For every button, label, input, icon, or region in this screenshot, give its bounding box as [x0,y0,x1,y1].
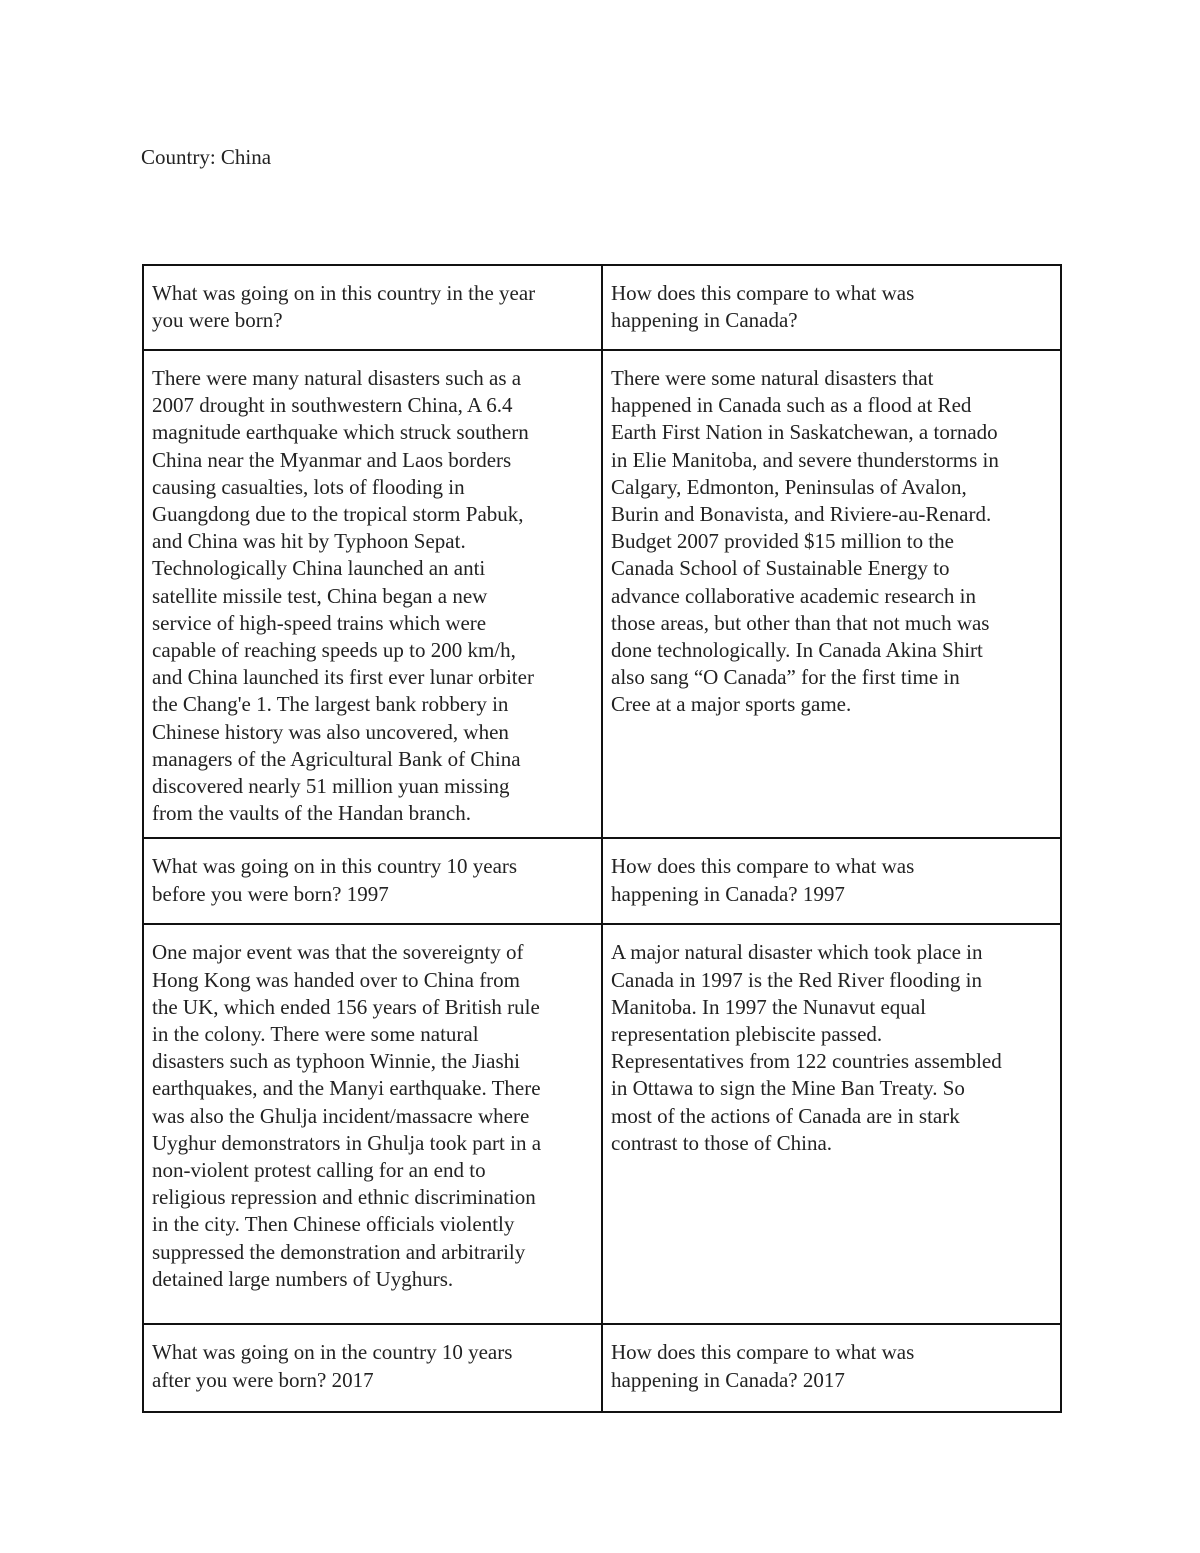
table-row [143,265,1061,350]
question-cell-10-years-before-canada [602,838,1061,924]
answer-text: A major natural disaster which took place in Canada in 1997 is the Red River flooding in Manitoba. In 1997 the Nunavut equal representation plebiscite passed. Representatives from 122 countries assembled in Ottawa to sign the Mine Ban Treaty. So most of the actions of Canada are in stark contrast to those of China. [611,940,1002,1155]
question-cell-10-years-after-canada [602,1324,1061,1412]
country-heading: Country: China [141,145,272,169]
table-row [143,350,1061,838]
answer-text: There were some natural disasters that happened in Canada such as a flood at Red Earth First Nation in Saskatchewan, a tornado in Elie Manitoba, and severe thunderstorms in Calgary, Edmonton, Peninsulas of Avalon, Burin and Bonavista, and Riviere-au-Renard. Budget 2007 provided $15 million to the Canada School of Sustainable Energy to advance collaborative academic research in those areas, but other than that not much was done technologically. In Canada Akina Shirt also sang “O Canada” for the first time in Cree at a major sports game. [611,366,999,717]
table-row [143,838,1061,924]
question-cell-born-year-china [143,265,602,350]
question-text: What was going on in the country 10 years after you were born? 2017 [152,1340,513,1392]
table-row [143,1324,1061,1412]
answer-text: One major event was that the sovereignty of Hong Kong was handed over to China from the UK, which ended 156 years of British rule in the colony. There were some natural disasters such as typhoon Winnie, the Jiashi earthquakes, and the Manyi earthquake. There was also the Ghulja incident/massacre where Uyghur demonstrators in Ghulja took part in a non-violent protest calling for an end to religious repression and ethnic discrimination in the city. Then Chinese officials violently suppressed the demonstration and arbitrarily detained large numbers of Uyghurs. [152,940,542,1291]
question-text: What was going on in this country in the year you were born? [152,281,536,333]
question-text: How does this compare to what was happening in Canada? 2017 [611,1340,915,1392]
answer-cell-born-year-china [143,350,602,838]
table-row [143,924,1061,1324]
question-text: What was going on in this country 10 years before you were born? 1997 [152,854,518,906]
comparison-table [142,264,1062,1413]
question-cell-born-year-canada [602,265,1061,350]
question-cell-10-years-before-china [143,838,602,924]
answer-text: There were many natural disasters such as a 2007 drought in southwestern China, A 6.4 magnitude earthquake which struck southern China near the Myanmar and Laos borders causing casualties, lots of flooding in Guangdong due to the tropical storm Pabuk, and China was hit by Typhoon Sepat. Technologically China launched an anti satellite missile test, China began a new service of high-speed trains which were capable of reaching speeds up to 200 km/h, and China launched its first ever lunar orbiter the Chang'e 1. The largest bank robbery in Chinese history was also uncovered, when managers of the Agricultural Bank of China discovered nearly 51 million yuan missing from the vaults of the Handan branch. [152,366,534,826]
answer-cell-10-years-before-canada [602,924,1061,1324]
answer-cell-born-year-canada [602,350,1061,838]
question-text: How does this compare to what was happening in Canada? [611,281,915,333]
question-text: How does this compare to what was happening in Canada? 1997 [611,854,915,906]
answer-cell-10-years-before-china [143,924,602,1324]
question-cell-10-years-after-china [143,1324,602,1412]
